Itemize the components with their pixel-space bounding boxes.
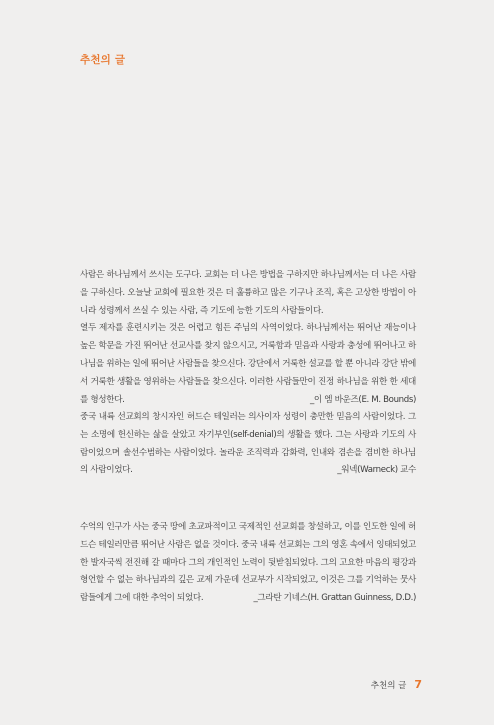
quote-paragraph: 사람은 하나님께서 쓰시는 도구다. 교회는 더 나은 방법을 구하지만 하나님께서는 더 나은 사람을 구하신다. 오늘날 교회에 필요한 것은 더 훌륭하고 많은 기구나 조직, 혹은 고상한 방법이 아니라 성령께서 쓰실 수 있는 사람, 즉 기도에 능한 기도의 사람들이다. [80, 270, 416, 316]
page-number: 7 [414, 678, 422, 691]
quote-paragraph: 중국 내륙 선교회의 창시자인 허드슨 테일러는 의사이자 성령이 충만한 믿음의 사람이었다. 그는 소명에 헌신하는 삶을 살았고 자기부인(self-denial)의 생활을 했다. 그는 사랑과 기도의 사람이었으며 솔선수범하는 사람이었다. 놀라운 조직력과 감화력, 인내와 겸손을 겸비한 하나님의 사람이었다. _워넥(Warneck) 교수 [80, 409, 416, 480]
quote-paragraph: 수억의 인구가 사는 중국 땅에 초교파적이고 국제적인 선교회를 창설하고, 이를 인도한 일에 허드슨 테일러만큼 뛰어난 사람은 없을 것이다. 중국 내륙 선교회는 그의 영혼 속에서 잉태되었고 한 발자국씩 전진해 갈 때마다 그의 개인적인 노력이 뒷받침되었다. 그의 고요한 마음의 평강과 형언할 수 없는 하나님과의 깊은 교제 가운데 선교부가 시작되었고, 이것은 그를 기억하는 뭇사람들에게 그에 대한 추억이 되었다. _그라탄 기네스(H. Grattan Guinness, D.D.) [80, 519, 416, 608]
quote-attribution: _워넥(Warneck) 교수 [337, 465, 416, 476]
quote-paragraph: 열두 제자를 훈련시키는 것은 어렵고 힘든 주님의 사역이었다. 하나님께서는 뛰어난 재능이나 높은 학문을 가진 뛰어난 선교사를 찾지 않으시고, 거룩함과 믿음과 사랑과 충성에 뛰어나고 하나님을 위하는 일에 뛰어난 사람들을 찾으신다. 강단에서 거룩한 설교를 할 뿐 아니라 강단 밖에서 거룩한 생활을 영위하는 사람들을 찾으신다. 이러한 사람들만이 진정 하나님을 위한 한 세대를 형성한다. _이 엠 바운즈(E. M. Bounds) [80, 320, 416, 409]
page-footer [371, 678, 422, 691]
running-footer-label: 추천의 글 [370, 681, 407, 691]
quote-warneck [80, 409, 416, 480]
quote-attribution: _그라탄 기네스(H. Grattan Guinness, D.D.) [253, 593, 416, 604]
quote-attribution: _이 엠 바운즈(E. M. Bounds) [309, 394, 416, 405]
section-title: 추천의 글 [80, 54, 126, 66]
quote-bounds [80, 267, 416, 409]
quote-guinness [80, 519, 416, 608]
